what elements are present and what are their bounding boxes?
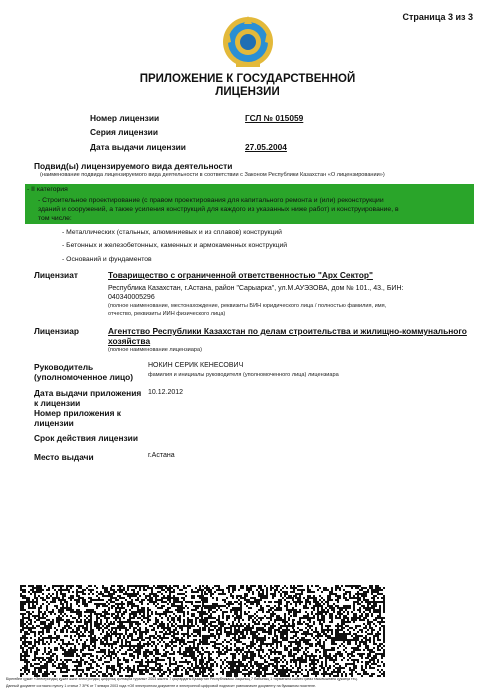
appendix-number-label-2: лицензии <box>34 418 74 428</box>
appendix-date-label-1: Дата выдачи приложения <box>34 388 142 398</box>
licensee-address-2: 040340005296 <box>108 294 155 301</box>
licensor-name-2: хозяйства <box>108 336 151 346</box>
state-emblem-icon <box>221 14 275 68</box>
page-number: Страница 3 из 3 <box>402 12 473 22</box>
license-number-value: ГСЛ № 015059 <box>245 113 304 123</box>
licensor-name-1: Агентство Республики Казахстан по делам строительства и жилищно-коммунального <box>108 326 467 336</box>
head-label-1: Руководитель <box>34 362 94 372</box>
head-note: фамилия и инициалы руководителя (уполномоченного лица) лицензиара <box>148 372 339 378</box>
list-item: - Бетонных и железобетонных, каменных и армокаменных конструкций <box>62 242 288 249</box>
license-series-label: Серия лицензии <box>90 127 158 137</box>
licensor-label: Лицензиар <box>34 326 79 336</box>
head-name: НОКИН СЕРИК КЕНЕСОВИЧ <box>148 362 244 369</box>
highlight-line-2: зданий и сооружений, а также усиления конструкций для каждого из указанных ниже работ) и конструирование, в <box>38 206 399 213</box>
licensee-name: Товарищество с ограниченной ответственностью "Арх Сектор" <box>108 270 373 280</box>
footer-kz: Бірегейне құжат «Электрондық құжат және электрондық цифрлық қолтаңба туралы» 2003 жылғы 7 қаңтардағы Қазақстан Республикасы Заңының 7 бабының 1 тармағына сәйкес қағаз тасығыштағы құжатқа тең. <box>6 677 358 681</box>
licensee-label: Лицензиат <box>34 270 78 280</box>
licensee-note-1: (полное наименование, местонахождение, реквизиты БИН юридического лица / полностью фамилия, имя, <box>108 303 387 309</box>
validity-label: Срок действия лицензии <box>34 433 138 443</box>
appendix-date-value: 10.12.2012 <box>148 389 184 396</box>
subtype-note: (наименование подвида лицензируемого вида деятельности в соответствии с Законом Республики Казахстан «О лицензировании») <box>40 172 385 178</box>
licensee-address-1: Республика Казахстан, г.Астана, район "Сарыарка", ул.М.АУЭЗОВА, дом № 101., 43., БИН: <box>108 285 404 292</box>
highlight-line-1: - Строительное проектирование (с правом проектирования для капитального ремонта и (или) реконструкции <box>38 197 384 204</box>
qr-code-3 <box>202 585 294 677</box>
highlight-box <box>25 184 474 224</box>
list-item: - Металлических (стальных, алюминиевых и из сплавов) конструкций <box>62 229 282 236</box>
licensor-note: (полное наименование лицензиара) <box>108 347 203 353</box>
licensee-note-2: отчество, реквизиты ИИН физического лица) <box>108 311 226 317</box>
issue-place-label: Место выдачи <box>34 452 94 462</box>
license-number-label: Номер лицензии <box>90 113 160 123</box>
document-title: ПРИЛОЖЕНИЕ К ГОСУДАРСТВЕННОЙ ЛИЦЕНЗИИ <box>139 73 356 98</box>
category: - II категория <box>27 186 68 193</box>
license-date-value: 27.05.2004 <box>245 142 287 152</box>
subtype-heading: Подвид(ы) лицензируемого вида деятельности <box>34 161 233 171</box>
highlight-line-3: том числе: <box>38 215 72 222</box>
list-item: - Оснований и фундаментов <box>62 256 152 263</box>
head-label-2: (уполномоченное лицо) <box>34 372 134 382</box>
footer-ru: Данный документ согласно пункту 1 статьи 7 ЗРК от 7 января 2003 года «Об электронном документе и электронной цифровой подписи» равнозначен документу на бумажном носителе. <box>6 684 316 688</box>
qr-code-1 <box>20 585 112 677</box>
issue-place-value: г.Астана <box>148 452 175 459</box>
appendix-number-label-1: Номер приложения к <box>34 408 121 418</box>
license-date-label: Дата выдачи лицензии <box>90 142 186 152</box>
appendix-date-label-2: к лицензии <box>34 398 81 408</box>
qr-code-4 <box>293 585 385 677</box>
qr-code-2 <box>111 585 203 677</box>
